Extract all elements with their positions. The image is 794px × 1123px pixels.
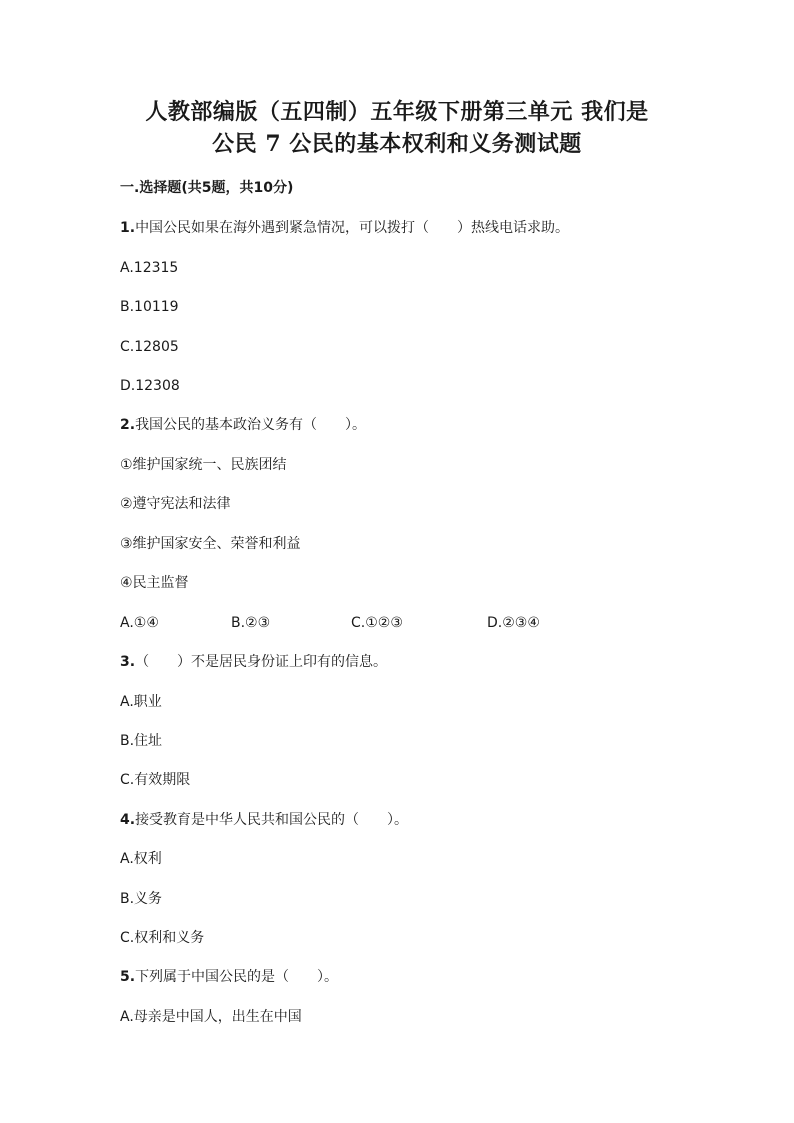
q1-option-c: C.12805: [120, 339, 179, 355]
q4-option-b: B.义务: [120, 891, 163, 907]
question-number: 2.: [120, 417, 136, 433]
q2-statement-3: ③维护国家安全、荣誉和利益: [120, 536, 301, 552]
question-stem: 中国公民如果在海外遇到紧急情况，可以拨打（ ）热线电话求助。: [135, 220, 570, 236]
q3-option-c: C.有效期限: [120, 772, 191, 788]
question-number: 4.: [120, 812, 136, 828]
page-title-line-1: 人教部编版（五四制）五年级下册第三单元 我们是: [145, 99, 649, 125]
q2-option-c: C.①②③: [351, 615, 403, 631]
question-4: [120, 810, 408, 830]
question-stem: 接受教育是中华人民共和国公民的（ ）。: [135, 812, 409, 828]
q2-statement-1: ①维护国家统一、民族团结: [120, 457, 287, 473]
question-stem: （ ）不是居民身份证上印有的信息。: [135, 654, 388, 670]
q2-option-b: B.②③: [231, 615, 271, 631]
q2-statement-4: ④民主监督: [120, 575, 189, 591]
q2-statement-2: ②遵守宪法和法律: [120, 496, 231, 512]
question-stem: 我国公民的基本政治义务有（ ）。: [135, 417, 367, 433]
question-stem: 下列属于中国公民的是（ ）。: [135, 969, 339, 985]
q4-option-a: A.权利: [120, 851, 162, 867]
question-number: 5.: [120, 969, 136, 985]
q4-option-c: C.权利和义务: [120, 930, 205, 946]
q3-option-a: A.职业: [120, 694, 162, 710]
q2-option-a: A.①④: [120, 615, 159, 631]
q2-option-d: D.②③④: [487, 615, 540, 631]
q3-option-b: B.住址: [120, 733, 163, 749]
q5-option-a: A.母亲是中国人，出生在中国: [120, 1009, 302, 1025]
q1-option-d: D.12308: [120, 378, 180, 394]
q1-option-b: B.10119: [120, 299, 179, 315]
question-5: [120, 967, 338, 987]
question-number: 1.: [120, 220, 136, 236]
page-title-line-2: 公民 7 公民的基本权利和义务测试题: [212, 131, 582, 157]
question-number: 3.: [120, 654, 136, 670]
q1-option-a: A.12315: [120, 260, 179, 276]
question-3: [120, 652, 387, 672]
question-2: [120, 415, 366, 435]
section-heading: 一.选择题(共5题，共10分): [120, 180, 294, 196]
q2-options-row: [120, 613, 680, 633]
question-1: [120, 218, 569, 238]
